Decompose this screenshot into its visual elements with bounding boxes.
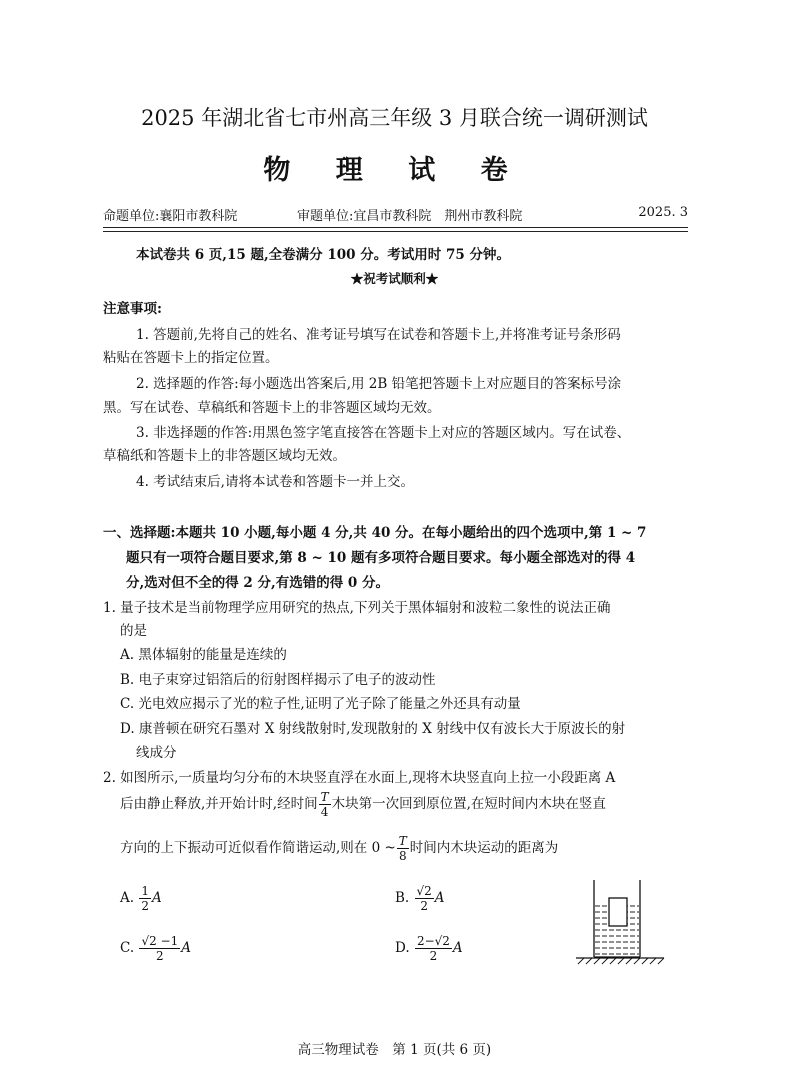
good-luck-banner: ★祝考试顺利★ xyxy=(350,271,439,286)
section-heading-line-3: 分,选对但不全的得 2 分,有选错的得 0 分。 xyxy=(126,575,389,591)
q2-stem-line-2 xyxy=(120,790,606,819)
fraction-numerator: √2 xyxy=(416,884,432,898)
exam-title: 2025 年湖北省七市州高三年级 3 月联合统一调研测试 xyxy=(141,106,648,130)
q2-option-c xyxy=(120,934,191,963)
section-heading-line-2: 题只有一项符合题目要求,第 8 ~ 10 题有多项符合题目要求。每小题全部选对的得 4 xyxy=(126,550,636,566)
fraction-denominator: 8 xyxy=(398,849,407,863)
note-2-line-1: 2. 选择题的作答:每小题选出答案后,用 2B 铅笔把答题卡上对应题目的答案标号涂 xyxy=(136,376,622,392)
option-label: D. xyxy=(395,940,410,956)
q2-stem-2a: 后由静止释放,并开始计时,经时间 xyxy=(120,796,318,812)
header-rule-thin xyxy=(103,231,688,232)
notes-heading: 注意事项: xyxy=(103,301,162,317)
note-1-line-1: 1. 答题前,先将自己的姓名、准考证号填写在试卷和答题卡上,并将准考证号条形码 xyxy=(136,327,621,343)
q1-option-c: C. 光电效应揭示了光的粒子性,证明了光子除了能量之外还具有动量 xyxy=(120,696,521,712)
fraction-denominator: 2 xyxy=(141,899,149,913)
proposer-unit: 命题单位:襄阳市教科院 xyxy=(103,209,238,224)
fraction-t-over-4 xyxy=(319,790,331,819)
q1-option-b: B. 电子束穿过铝箔后的衍射图样揭示了电子的波动性 xyxy=(120,672,436,688)
fraction-numerator: 2−√2 xyxy=(416,934,450,948)
header-rule xyxy=(103,227,688,228)
q2-stem-line-3 xyxy=(120,834,558,863)
option-fraction xyxy=(415,884,434,913)
option-fraction xyxy=(139,934,180,963)
q1-option-d-line-2: 线成分 xyxy=(136,745,177,761)
q2-stem-3a: 方向的上下振动可近似看作简谐运动,则在 0 ~ xyxy=(120,840,396,856)
exam-intro: 本试卷共 6 页,15 题,全卷满分 100 分。考试用时 75 分钟。 xyxy=(136,247,510,263)
wooden-block xyxy=(609,898,627,926)
q2-option-d xyxy=(395,934,463,963)
note-2-line-2: 黑。写在试卷、草稿纸和答题卡上的非答题区域均无效。 xyxy=(103,400,441,416)
note-3-line-1: 3. 非选择题的作答:用黑色签字笔直接答在答题卡上对应的答题区域内。写在试卷、 xyxy=(136,425,631,441)
fraction-denominator: 2 xyxy=(420,899,428,913)
q2-stem-2b: 木块第一次回到原位置,在短时间内木块在竖直 xyxy=(331,796,606,812)
amplitude-symbol: A xyxy=(151,890,162,906)
page-footer: 高三物理试卷 第 1 页(共 6 页) xyxy=(297,1042,492,1058)
amplitude-symbol: A xyxy=(452,940,463,956)
section-heading-line-1: 一、选择题:本题共 10 小题,每小题 4 分,共 40 分。在每小题给出的四个选项中,第 1 ~ 7 xyxy=(103,525,647,541)
reviewer-unit: 审题单位:宜昌市教科院 荆州市教科院 xyxy=(297,209,523,224)
note-4: 4. 考试结束后,请将本试卷和答题卡一并上交。 xyxy=(136,474,414,490)
fraction-t-over-8 xyxy=(397,834,409,863)
q1-option-a: A. 黑体辐射的能量是连续的 xyxy=(120,647,287,663)
amplitude-symbol: A xyxy=(181,940,191,956)
q2-option-b xyxy=(395,884,445,913)
option-label: A. xyxy=(120,890,135,906)
q2-stem-line-1: 2. 如图所示,一质量均匀分布的木块竖直浮在水面上,现将木块竖直向上拉一小段距离 A xyxy=(103,770,616,786)
q1-option-d-line-1: D. 康普顿在研究石墨对 X 射线散射时,发现散射的 X 射线中仅有波长大于原波长的射 xyxy=(120,721,626,737)
amplitude-symbol: A xyxy=(434,890,445,906)
fraction-numerator: √2 −1 xyxy=(141,934,179,948)
subject-title: 物 理 试 卷 xyxy=(263,155,526,186)
note-1-line-2: 粘贴在答题卡上的指定位置。 xyxy=(103,350,279,366)
option-fraction xyxy=(139,884,151,913)
q2-stem-3b: 时间内木块运动的距离为 xyxy=(409,840,559,856)
fraction-numerator: T xyxy=(398,834,407,848)
exam-date: 2025. 3 xyxy=(638,205,688,220)
option-fraction xyxy=(415,934,452,963)
option-label: C. xyxy=(120,940,135,956)
fraction-numerator: T xyxy=(320,790,329,804)
fraction-denominator: 2 xyxy=(156,949,164,963)
option-label: B. xyxy=(395,890,410,906)
fraction-denominator: 2 xyxy=(429,949,438,963)
fraction-numerator: 1 xyxy=(141,884,149,898)
note-3-line-2: 草稿纸和答题卡上的非答题区域均无效。 xyxy=(103,448,346,464)
ground-hatching xyxy=(578,958,664,964)
q1-stem-line-2: 的是 xyxy=(120,623,147,639)
q2-option-a xyxy=(120,884,162,913)
q1-stem-line-1: 1. 量子技术是当前物理学应用研究的热点,下列关于黑体辐射和波粒二象性的说法正确 xyxy=(103,600,611,616)
fraction-denominator: 4 xyxy=(320,805,329,819)
floating-block-diagram xyxy=(574,876,666,966)
